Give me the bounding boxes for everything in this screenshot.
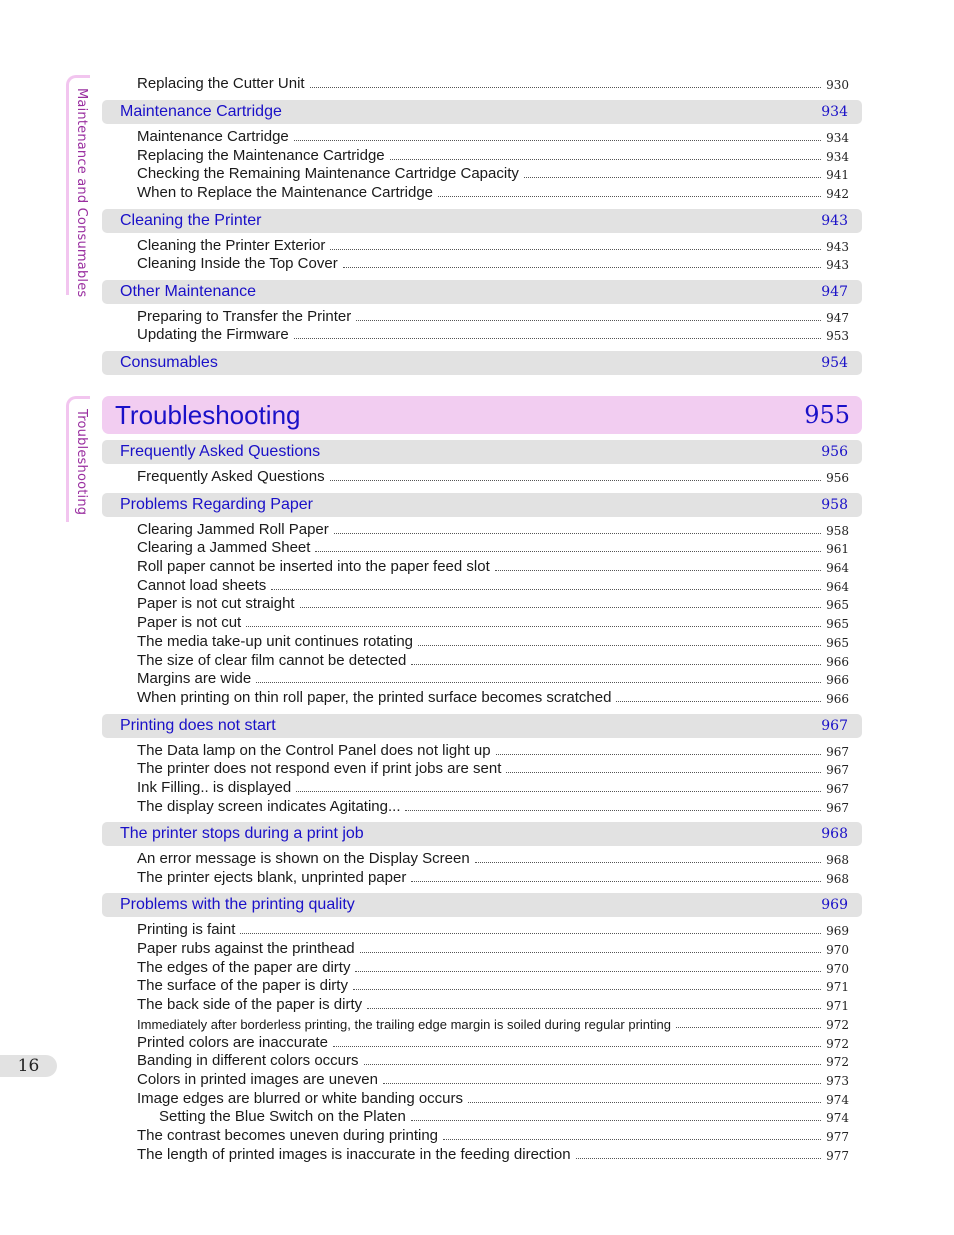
toc-entry-page: 934 xyxy=(826,131,849,145)
toc-entry-title: Maintenance Cartridge xyxy=(137,128,289,145)
toc-entry-title: Colors in printed images are uneven xyxy=(137,1071,378,1088)
toc-entry[interactable] xyxy=(137,145,849,164)
toc-entry-page: 972 xyxy=(826,1055,849,1069)
toc-entry[interactable] xyxy=(137,848,849,867)
toc-entry-title: The surface of the paper is dirty xyxy=(137,977,348,994)
section-page: 954 xyxy=(821,355,848,371)
page-number xyxy=(0,1055,57,1077)
toc-entry-title: Roll paper cannot be inserted into the paper feed slot xyxy=(137,558,490,575)
dot-leader xyxy=(524,177,821,178)
toc-entry[interactable] xyxy=(137,466,849,485)
toc-entry-title: Updating the Firmware xyxy=(137,326,289,343)
dot-leader xyxy=(310,87,821,88)
toc-entry-page: 977 xyxy=(826,1130,849,1144)
toc-entry-title: Checking the Remaining Maintenance Cartridge Capacity xyxy=(137,165,519,182)
toc-entry[interactable] xyxy=(137,1144,849,1163)
section-title: Other Maintenance xyxy=(120,283,257,300)
toc-entry[interactable] xyxy=(137,593,849,612)
toc-entry[interactable] xyxy=(137,796,849,815)
dot-leader xyxy=(390,159,821,160)
toc-entry[interactable] xyxy=(137,777,849,796)
section-page: 969 xyxy=(821,897,848,913)
toc-entry[interactable] xyxy=(137,575,849,594)
toc-entry-page: 956 xyxy=(826,471,849,485)
section-title: Problems Regarding Paper xyxy=(120,496,313,513)
toc-entry[interactable] xyxy=(137,253,849,272)
side-tab-troubleshooting[interactable] xyxy=(66,396,90,522)
toc-entry-page: 972 xyxy=(826,1037,849,1051)
toc-entry[interactable] xyxy=(137,126,849,145)
dot-leader xyxy=(334,533,821,534)
dot-leader xyxy=(443,1139,821,1140)
toc-entry-page: 967 xyxy=(826,801,849,815)
dot-leader xyxy=(330,480,821,481)
toc-entry-page: 943 xyxy=(826,240,849,254)
toc-entry-page: 934 xyxy=(826,150,849,164)
section-page: 968 xyxy=(821,826,848,842)
dot-leader xyxy=(475,862,821,863)
dot-leader xyxy=(294,338,821,339)
toc-entry-title: Printed colors are inaccurate xyxy=(137,1034,328,1051)
toc-chapter-heading[interactable] xyxy=(102,396,862,434)
toc-entry-title: Cannot load sheets xyxy=(137,577,267,594)
toc-entry-title: The back side of the paper is dirty xyxy=(137,996,363,1013)
section-title: Printing does not start xyxy=(120,717,276,734)
toc-entry[interactable] xyxy=(137,1088,849,1107)
side-tab-label: Maintenance and Consumables xyxy=(74,88,89,298)
dot-leader xyxy=(383,1083,821,1084)
toc-entry-page: 970 xyxy=(826,943,849,957)
section-page: 958 xyxy=(821,497,848,513)
toc-entry[interactable] xyxy=(137,687,849,706)
toc-entry-page: 964 xyxy=(826,561,849,575)
toc-entry[interactable] xyxy=(137,163,849,182)
dot-leader xyxy=(495,570,821,571)
section-page: 947 xyxy=(821,284,848,300)
toc-entry[interactable] xyxy=(137,1013,849,1032)
section-title: Maintenance Cartridge xyxy=(120,103,282,120)
toc-entry[interactable] xyxy=(137,758,849,777)
section-page: 967 xyxy=(821,718,848,734)
toc-entry-page: 947 xyxy=(826,311,849,325)
toc-entry-title: Ink Filling.. is displayed xyxy=(137,779,292,796)
toc-entry-title: When printing on thin roll paper, the printed surface becomes scratched xyxy=(137,689,612,706)
dot-leader xyxy=(468,1102,821,1103)
dot-leader xyxy=(496,754,821,755)
section-title: Cleaning the Printer xyxy=(120,212,262,229)
toc-entry-title: Cleaning Inside the Top Cover xyxy=(137,255,338,272)
dot-leader xyxy=(367,1008,821,1009)
toc-entry-title: Clearing a Jammed Sheet xyxy=(137,539,311,556)
toc-entry-title: Replacing the Maintenance Cartridge xyxy=(137,147,385,164)
dot-leader xyxy=(315,551,821,552)
toc-entry-page: 967 xyxy=(826,763,849,777)
dot-leader xyxy=(360,952,821,953)
toc-entry-page: 966 xyxy=(826,673,849,687)
dot-leader xyxy=(330,249,821,250)
dot-leader xyxy=(506,772,821,773)
toc-entry[interactable] xyxy=(137,994,849,1013)
toc-entry-page: 968 xyxy=(826,853,849,867)
dot-leader xyxy=(576,1158,821,1159)
toc-entry-page: 964 xyxy=(826,580,849,594)
toc-section-heading[interactable] xyxy=(102,893,862,917)
toc-entry[interactable] xyxy=(137,1069,849,1088)
dot-leader xyxy=(246,626,821,627)
toc-entry-title: The length of printed images is inaccurate in the feeding direction xyxy=(137,1146,571,1163)
toc-entry-title: Banding in different colors occurs xyxy=(137,1052,359,1069)
dot-leader xyxy=(294,140,821,141)
toc-entry-title: Cleaning the Printer Exterior xyxy=(137,237,326,254)
toc-entry-page: 965 xyxy=(826,636,849,650)
toc-entry-page: 958 xyxy=(826,524,849,538)
dot-leader xyxy=(676,1027,821,1028)
toc-entry-title: Replacing the Cutter Unit xyxy=(137,75,305,92)
toc-entry[interactable] xyxy=(137,1032,849,1051)
toc-entry[interactable] xyxy=(137,73,849,92)
toc-entry-page: 971 xyxy=(826,999,849,1013)
toc-entry-page: 953 xyxy=(826,329,849,343)
toc-section-heading[interactable] xyxy=(102,440,862,464)
toc-entry-page: 969 xyxy=(826,924,849,938)
dot-leader xyxy=(300,607,821,608)
dot-leader xyxy=(438,196,821,197)
toc-entry-page: 943 xyxy=(826,258,849,272)
toc-entry-page: 977 xyxy=(826,1149,849,1163)
toc-entry[interactable] xyxy=(137,740,849,759)
toc-entry-page: 961 xyxy=(826,542,849,556)
toc-entry-title: Immediately after borderless printing, the trailing edge margin is soiled during regular printing xyxy=(137,1017,671,1032)
toc-entry[interactable] xyxy=(137,631,849,650)
toc-section-heading[interactable] xyxy=(102,493,862,517)
toc-entry-title: The media take-up unit continues rotating xyxy=(137,633,413,650)
dot-leader xyxy=(411,664,821,665)
toc-entry-page: 966 xyxy=(826,692,849,706)
dot-leader xyxy=(271,589,821,590)
dot-leader xyxy=(256,682,821,683)
dot-leader xyxy=(616,701,821,702)
toc-entry[interactable] xyxy=(137,975,849,994)
section-title: Problems with the printing quality xyxy=(120,896,355,913)
toc-entry-page: 930 xyxy=(826,78,849,92)
dot-leader xyxy=(353,989,821,990)
toc-entry[interactable] xyxy=(137,957,849,976)
toc-entry-page: 941 xyxy=(826,168,849,182)
toc-entry[interactable] xyxy=(137,1125,849,1144)
chapter-title: Troubleshooting xyxy=(115,399,301,430)
toc-entry-title: When to Replace the Maintenance Cartridge xyxy=(137,184,434,201)
toc-entry-page: 974 xyxy=(826,1111,849,1125)
side-tab-label: Troubleshooting xyxy=(74,409,89,516)
section-title: Frequently Asked Questions xyxy=(120,443,321,460)
toc-entry-page: 972 xyxy=(826,1018,849,1032)
page-number-label: 16 xyxy=(17,1056,40,1076)
toc-entry-title: Image edges are blurred or white banding occurs xyxy=(137,1090,464,1107)
dot-leader xyxy=(355,971,821,972)
toc-entry-page: 966 xyxy=(826,655,849,669)
toc-entry[interactable] xyxy=(137,235,849,254)
toc-entry-title: The edges of the paper are dirty xyxy=(137,959,351,976)
toc-entry[interactable] xyxy=(137,537,849,556)
toc-entry-page: 970 xyxy=(826,962,849,976)
toc-entry-title: Preparing to Transfer the Printer xyxy=(137,308,352,325)
toc-entry-title: Margins are wide xyxy=(137,670,252,687)
toc-entry[interactable] xyxy=(137,938,849,957)
toc-entry-page: 973 xyxy=(826,1074,849,1088)
toc-entry[interactable] xyxy=(137,867,849,886)
dot-leader xyxy=(333,1046,821,1047)
toc-entry-title: Paper rubs against the printhead xyxy=(137,940,355,957)
toc-entry-title: Setting the Blue Switch on the Platen xyxy=(159,1108,406,1125)
toc-entry-page: 967 xyxy=(826,782,849,796)
toc-section-heading[interactable] xyxy=(102,280,862,304)
toc-entry-page: 967 xyxy=(826,745,849,759)
side-tab-maintenance[interactable] xyxy=(66,75,90,298)
toc-entry[interactable] xyxy=(137,919,849,938)
toc-entry[interactable] xyxy=(137,650,849,669)
toc-entry-title: Frequently Asked Questions xyxy=(137,468,325,485)
section-page: 956 xyxy=(821,444,848,460)
dot-leader xyxy=(405,810,821,811)
toc-entry-page: 965 xyxy=(826,598,849,612)
section-page: 943 xyxy=(821,213,848,229)
toc-section-heading[interactable] xyxy=(102,714,862,738)
section-title: Consumables xyxy=(120,354,218,371)
toc-entry-title: Clearing Jammed Roll Paper xyxy=(137,521,329,538)
toc-entry-page: 974 xyxy=(826,1093,849,1107)
dot-leader xyxy=(418,645,821,646)
toc-entry-page: 971 xyxy=(826,980,849,994)
toc-entry-page: 942 xyxy=(826,187,849,201)
toc-entry[interactable] xyxy=(137,182,849,201)
toc-entry[interactable] xyxy=(137,612,849,631)
toc-entry-title: The Data lamp on the Control Panel does not light up xyxy=(137,742,491,759)
toc-section-heading[interactable] xyxy=(102,209,862,233)
toc-entry-title: The printer ejects blank, unprinted paper xyxy=(137,869,407,886)
chapter-page: 955 xyxy=(804,401,850,429)
dot-leader xyxy=(364,1064,821,1065)
toc-section-heading[interactable] xyxy=(102,351,862,375)
dot-leader xyxy=(411,881,821,882)
toc-entry-page: 965 xyxy=(826,617,849,631)
toc-entry-title: The display screen indicates Agitating... xyxy=(137,798,401,815)
toc-section-heading[interactable] xyxy=(102,100,862,124)
toc-entry-title: Printing is faint xyxy=(137,921,236,938)
toc-entry-title: The contrast becomes uneven during printing xyxy=(137,1127,439,1144)
toc-entry-title: An error message is shown on the Display Screen xyxy=(137,850,470,867)
toc-entry-page: 968 xyxy=(826,872,849,886)
toc-entry-title: Paper is not cut xyxy=(137,614,242,631)
toc-entry[interactable] xyxy=(159,1106,849,1125)
toc-entry-title: The printer does not respond even if print jobs are sent xyxy=(137,760,502,777)
toc-entry[interactable] xyxy=(137,1050,849,1069)
dot-leader xyxy=(240,933,821,934)
section-title: The printer stops during a print job xyxy=(120,825,364,842)
toc-entry[interactable] xyxy=(137,306,849,325)
toc-entry[interactable] xyxy=(137,668,849,687)
dot-leader xyxy=(356,320,821,321)
toc-entry[interactable] xyxy=(137,556,849,575)
dot-leader xyxy=(411,1120,821,1121)
dot-leader xyxy=(343,267,821,268)
toc-entry[interactable] xyxy=(137,519,849,538)
dot-leader xyxy=(296,791,821,792)
toc-section-heading[interactable] xyxy=(102,822,862,846)
toc-entry-title: The size of clear film cannot be detected xyxy=(137,652,407,669)
section-page: 934 xyxy=(821,104,848,120)
toc-entry[interactable] xyxy=(137,324,849,343)
toc-entry-title: Paper is not cut straight xyxy=(137,595,295,612)
